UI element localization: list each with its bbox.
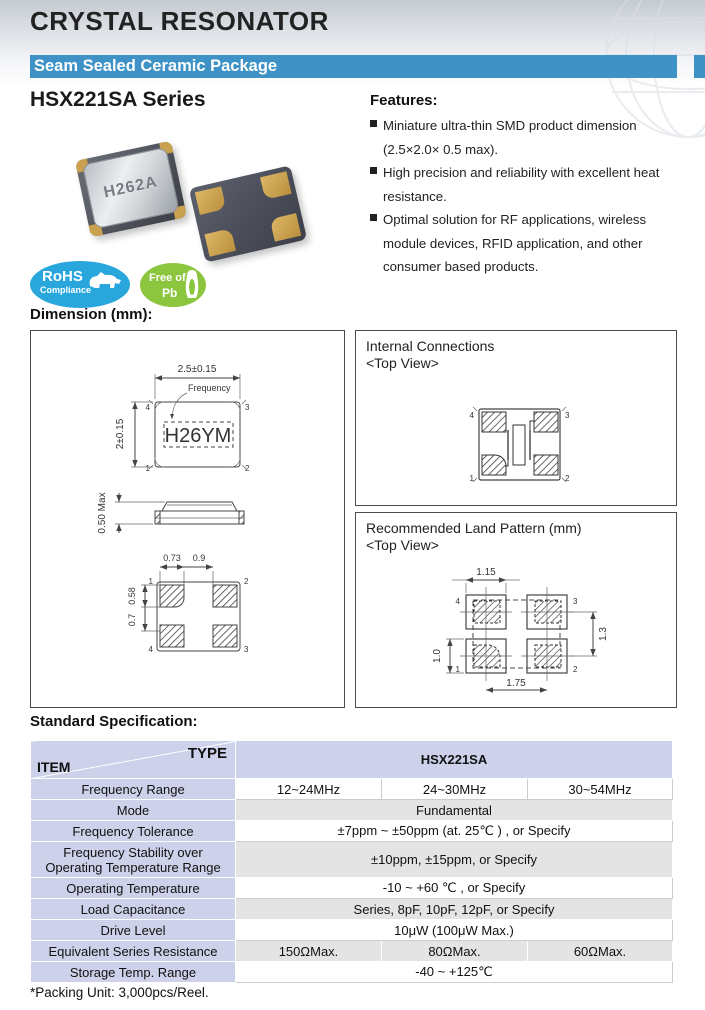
dimension-drawing	[31, 331, 344, 705]
dim-land-pitch-h-label: 1.75	[506, 678, 526, 689]
internal-connections-drawing	[356, 331, 674, 503]
spec-heading: Standard Specification:	[30, 713, 198, 730]
land-pattern-subtitle: <Top View>	[366, 537, 439, 553]
pb-free-badge	[140, 263, 206, 307]
dim-pad-gap-label: 0.9	[192, 553, 206, 563]
banner	[30, 55, 677, 78]
spec-value-cell: ±10ppm, ±15ppm, or Specify	[236, 842, 673, 878]
spec-item-cell: Equivalent Series Resistance	[31, 941, 236, 962]
spec-item-cell: Frequency Range	[31, 779, 236, 800]
spec-item-cell: Mode	[31, 800, 236, 821]
dim-width-label: 2.5±0.15	[177, 364, 217, 375]
frequency-callout-label: Frequency	[188, 383, 231, 393]
chip-gold-pad	[270, 213, 301, 241]
internal-connections-title: Internal Connections	[366, 338, 495, 354]
pin-label: 2	[565, 474, 570, 483]
dim-pad-width-label: 0.73	[163, 553, 181, 563]
dimension-heading: Dimension (mm):	[30, 306, 153, 323]
spec-value-cell: Series, 8pF, 10pF, 12pF, or Specify	[236, 899, 673, 920]
pin-label: 3	[573, 597, 578, 606]
penguin-icon	[184, 269, 200, 301]
spec-type-header: HSX221SA	[236, 741, 673, 779]
spec-value-cell: ±7ppm ~ ±50ppm (at. 25℃ ) , or Specify	[236, 821, 673, 842]
spec-item-cell: Drive Level	[31, 920, 236, 941]
spec-value-cell: -10 ~ +60 ℃ , or Specify	[236, 878, 673, 899]
spec-item-cell: Operating Temperature	[31, 878, 236, 899]
pin-label: 1	[469, 474, 474, 483]
feature-item	[370, 114, 680, 161]
spec-row-frequency-stability	[31, 842, 673, 878]
land-pattern-drawing	[356, 513, 674, 705]
square-bullet-icon	[370, 167, 377, 174]
land-pattern-title: Recommended Land Pattern (mm)	[366, 520, 582, 536]
square-bullet-icon	[370, 214, 377, 221]
spec-header-row	[31, 741, 673, 779]
chip-marking: H262A	[102, 173, 160, 202]
spec-item-cell: Storage Temp. Range	[31, 962, 236, 983]
pb-badge-subtitle: Pb	[162, 286, 178, 300]
rohs-badge	[30, 261, 130, 308]
land-pattern-box	[355, 512, 677, 708]
internal-connections-box	[355, 330, 677, 506]
dim-height-label: 2±0.15	[115, 418, 126, 450]
chip-gold-pad	[260, 171, 291, 199]
dim-pad-height-label: 0.58	[127, 587, 137, 605]
banner-label: Seam Sealed Ceramic Package	[34, 57, 278, 75]
pin-label: 4	[145, 403, 150, 412]
internal-connections-subtitle: <Top View>	[366, 355, 439, 371]
product-photo-bottom	[189, 165, 307, 262]
spec-item-cell: Frequency Stability over Operating Temperature Range	[31, 842, 236, 878]
spec-row-frequency-tolerance	[31, 821, 673, 842]
spec-value-cell: -40 ~ +125℃	[236, 962, 673, 983]
corner-item-label: ITEM	[37, 759, 71, 775]
dim-land-pitch-v-label: 1.3	[598, 627, 609, 641]
spec-row-storage-temp	[31, 962, 673, 983]
pin-label: 2	[244, 577, 249, 586]
page-title: CRYSTAL RESONATOR	[30, 6, 329, 36]
chip-gold-pad	[204, 228, 235, 256]
pin-label: 4	[148, 645, 153, 654]
spec-row-frequency-range	[31, 779, 673, 800]
polar-bear-icon	[86, 268, 122, 290]
chip-gold-pad	[195, 186, 226, 214]
pin-label: 4	[455, 597, 460, 606]
spec-value-cell: 12~24MHz	[236, 779, 382, 800]
feature-item	[370, 161, 680, 208]
pin-label: 1	[145, 464, 150, 473]
spec-value-cell: 150ΩMax.	[236, 941, 382, 962]
corner-type-label: TYPE	[187, 745, 227, 762]
pin-label: 2	[245, 464, 250, 473]
spec-corner-cell	[31, 741, 236, 779]
spec-row-drive-level	[31, 920, 673, 941]
package-marking: H26YM	[164, 425, 232, 447]
spec-value-cell: 30~54MHz	[528, 779, 673, 800]
spec-item-cell: Load Capacitance	[31, 899, 236, 920]
spec-row-load-capacitance	[31, 899, 673, 920]
feature-text: Optimal solution for RF applications, wireless module devices, RFID application, and other consumer based products.	[383, 212, 647, 274]
rohs-badge-subtitle: Compliance	[40, 285, 92, 295]
pin-label: 2	[573, 665, 578, 674]
features-heading: Features:	[370, 92, 438, 109]
feature-item	[370, 208, 680, 279]
dim-thickness-label: 0.50 Max	[97, 492, 108, 534]
square-bullet-icon	[370, 120, 377, 127]
spec-value-cell: 80ΩMax.	[382, 941, 528, 962]
spec-table	[30, 740, 673, 983]
rohs-badge-title: RoHS	[42, 268, 83, 285]
features-section	[370, 92, 680, 279]
dimension-drawing-box	[30, 330, 345, 708]
spec-value-cell: 10μW (100μW Max.)	[236, 920, 673, 941]
pin-label: 3	[245, 403, 250, 412]
dim-pad-gap-v-label: 0.7	[127, 613, 137, 627]
spec-value-cell: 60ΩMax.	[528, 941, 673, 962]
feature-text: High precision and reliability with excellent heat resistance.	[383, 165, 660, 204]
dim-land-height-label: 1.0	[432, 649, 443, 663]
spec-value-cell: Fundamental	[236, 800, 673, 821]
pin-label: 3	[244, 645, 249, 654]
packing-note: *Packing Unit: 3,000pcs/Reel.	[30, 985, 209, 1000]
spec-item-cell: Frequency Tolerance	[31, 821, 236, 842]
feature-text: Miniature ultra-thin SMD product dimension (2.5×2.0× 0.5 max).	[383, 118, 637, 157]
pin-label: 3	[565, 411, 570, 420]
spec-row-operating-temperature	[31, 878, 673, 899]
pb-badge-title: Free of	[149, 272, 186, 284]
dim-land-width-label: 1.15	[476, 567, 496, 578]
banner-accent-chip	[694, 55, 705, 78]
pin-label: 4	[469, 411, 474, 420]
pin-label: 1	[148, 577, 153, 586]
spec-row-mode	[31, 800, 673, 821]
spec-value-cell: 24~30MHz	[382, 779, 528, 800]
spec-row-esr	[31, 941, 673, 962]
chip-metal-lid	[82, 147, 180, 229]
product-photo-top	[75, 141, 187, 238]
pin-label: 1	[455, 665, 460, 674]
series-title: HSX221SA Series	[30, 88, 206, 111]
